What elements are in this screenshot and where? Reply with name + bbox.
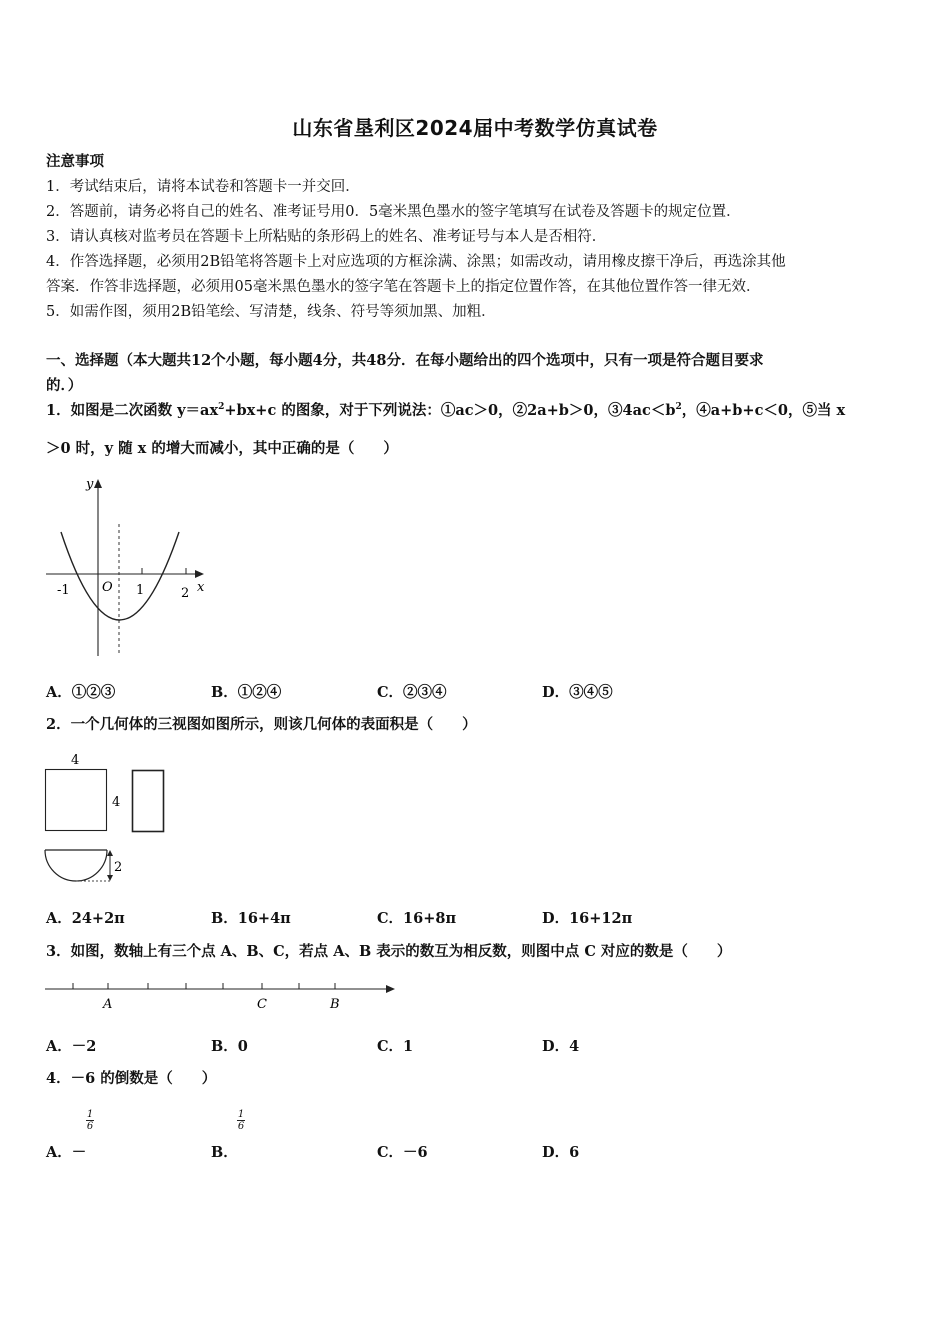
- q2-option-a[interactable]: A．24+2π: [46, 910, 125, 927]
- three-view-figure: [40, 748, 180, 888]
- q3-option-a[interactable]: A．－2: [46, 1038, 97, 1055]
- q2-option-b[interactable]: B．16+4π: [211, 910, 291, 927]
- q4-fraction-a: 1 6: [86, 1109, 94, 1132]
- arc-dimension-label: 2: [114, 860, 123, 875]
- q2-option-c[interactable]: C．16+8π: [377, 910, 457, 927]
- q3-option-c[interactable]: C．1: [377, 1038, 414, 1055]
- q4-option-a[interactable]: A．－: [46, 1144, 87, 1161]
- y-axis-label: y: [86, 477, 94, 492]
- q1-option-b[interactable]: B．①②④: [211, 684, 282, 701]
- point-a-label: A: [103, 997, 113, 1012]
- q1-option-d[interactable]: D．③④⑤: [542, 684, 613, 701]
- notice-item: 2．答题前，请务必将自己的姓名、准考证号用0．5毫米黑色墨水的签字笔填写在试卷及答题卡的规定位置．: [46, 204, 741, 220]
- front-view: [46, 770, 107, 831]
- origin-label: O: [102, 580, 113, 595]
- question-2-text: 2．一个几何体的三视图如图所示，则该几何体的表面积是（ ）: [46, 716, 477, 733]
- point-c-label: C: [257, 997, 267, 1012]
- question-4-text: 4．－6 的倒数是（ ）: [46, 1070, 217, 1087]
- question-3-text: 3．如图，数轴上有三个点 A、B、C，若点 A、B 表示的数互为相反数，则图中点 C 对应的数是（ ）: [46, 943, 732, 960]
- q4-option-c[interactable]: C．－6: [377, 1144, 428, 1161]
- question-1-text: 1．如图是二次函数 $y=ax^2+bx+c$ 的图象，对于下列说法：①ac＞0，②2a+b＞0，$③4ac<b^2$，④a+b+c＜0，⑤当 x: [46, 402, 846, 419]
- notice-item: 5．如需作图，须用2B铅笔绘、写清楚，线条、符号等须加黑、加粗．: [46, 304, 496, 320]
- q1-option-a[interactable]: A．①②③: [46, 684, 116, 701]
- q4-fraction-b: 1 6: [237, 1109, 245, 1132]
- notice-item: 答案．作答非选择题，必须用05毫米黑色墨水的签字笔在答题卡上的指定位置作答，在其他位置作答一律无效．: [46, 279, 761, 295]
- notice-heading: 注意事项: [46, 153, 104, 170]
- tick-label-neg1: -1: [57, 583, 70, 598]
- q4-option-d[interactable]: D．6: [542, 1144, 580, 1161]
- notice-item: 3．请认真核对监考员在答题卡上所粘贴的条形码上的姓名、准考证号与本人是否相符．: [46, 229, 607, 245]
- x-axis-label: x: [197, 580, 205, 595]
- exam-title: 山东省垦利区2024届中考数学仿真试卷: [292, 116, 658, 140]
- side-view: [133, 771, 164, 832]
- tick-label-1: 1: [136, 583, 145, 598]
- point-b-label: B: [330, 997, 340, 1012]
- section-heading-cont: 的．）: [46, 377, 83, 394]
- q3-option-d[interactable]: D．4: [542, 1038, 580, 1055]
- parabola-curve: [61, 532, 179, 620]
- q2-option-d[interactable]: D．16+12π: [542, 910, 633, 927]
- top-view-arc: [45, 850, 107, 881]
- q4-option-b[interactable]: B．: [211, 1144, 238, 1161]
- side-dimension-label: 4: [112, 795, 121, 810]
- q3-option-b[interactable]: B．0: [211, 1038, 248, 1055]
- question-1-text-cont: ＞0 时，y 随 x 的增大而减小，其中正确的是（ ）: [46, 440, 398, 457]
- q1-option-c[interactable]: C．②③④: [377, 684, 447, 701]
- section-heading: 一、选择题（本大题共12个小题，每小题4分，共48分．在每小题给出的四个选项中，只有一项是符合题目要求: [46, 352, 764, 369]
- parabola-graph: [40, 470, 220, 662]
- notice-item: 4．作答选择题，必须用2B铅笔将答题卡上对应选项的方框涂满、涂黑；如需改动，请用橡皮擦干净后，再选涂其他: [46, 254, 786, 270]
- tick-label-2: 2: [181, 586, 190, 601]
- top-dimension-label: 4: [71, 753, 80, 768]
- number-line: [40, 978, 400, 1014]
- notice-item: 1．考试结束后，请将本试卷和答题卡一并交回．: [46, 179, 360, 195]
